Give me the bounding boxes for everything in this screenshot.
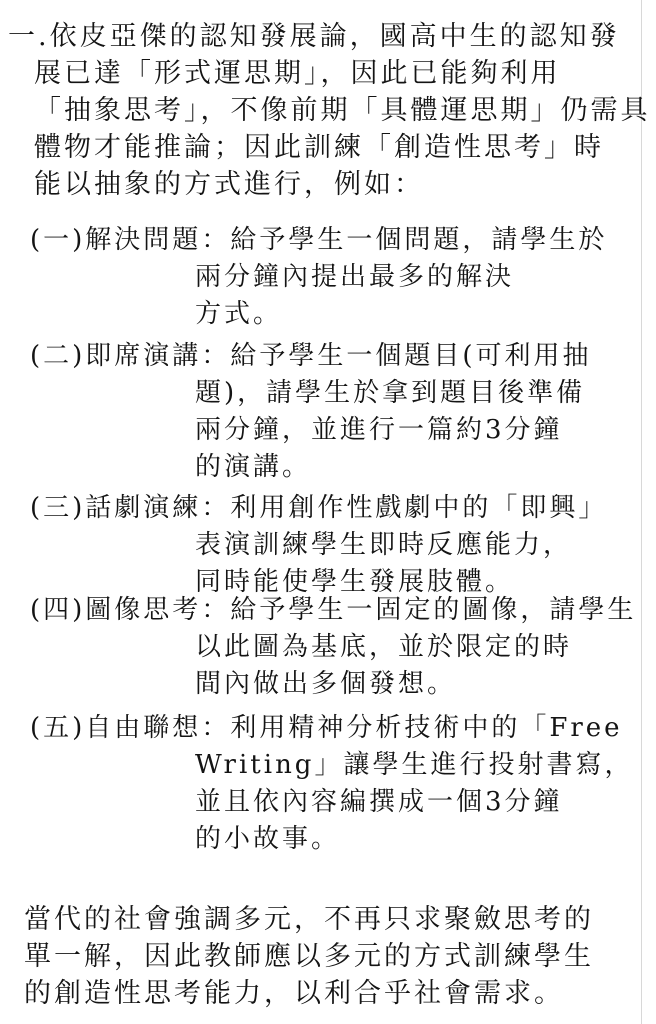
list-item-free-association (30, 710, 640, 858)
outro-line: 的創造性思考能力，以利合乎社會需求。 (24, 978, 564, 1009)
item-line: 方式。 (195, 299, 283, 329)
outro-line: 當代的社會強調多元，不再只求聚斂思考的 (24, 904, 594, 935)
intro-line: 能以抽象的方式進行，例如： (34, 169, 424, 200)
item-separator: ： (201, 713, 231, 743)
item-line: 利用創作性戲劇中的「即興」 (230, 493, 608, 523)
item-line: 的演講。 (195, 452, 312, 482)
item-line: 同時能使學生發展肢體。 (195, 567, 515, 597)
item-line: 以此圖為基底，並於限定的時 (195, 632, 573, 662)
item-line: 表演訓練學生即時反應能力， (195, 530, 573, 560)
item-title: 話劇演練 (85, 493, 202, 523)
item-line: Writing」讓學生進行投射書寫， (195, 750, 634, 780)
item-marker: (一) (30, 225, 86, 255)
item-marker: (四) (30, 595, 86, 625)
item-title: 自由聯想 (85, 713, 202, 743)
item-line: 給予學生一個問題，請學生於 (230, 225, 608, 255)
item-line: 給予學生一個題目(可利用抽 (230, 341, 592, 371)
intro-line: 體物才能推論；因此訓練「創造性思考」時 (34, 132, 604, 163)
item-title: 解決問題 (85, 225, 202, 255)
item-separator: ： (201, 595, 231, 625)
item-line: 利用精神分析技術中的「Free (230, 713, 623, 743)
list-item-image-thinking (30, 592, 640, 703)
list-item-impromptu-speech (30, 338, 640, 486)
intro-line: 展已達「形式運思期」，因此已能夠利用 (34, 58, 561, 89)
item-marker: (二) (30, 341, 86, 371)
intro-line: 「抽象思考」，不像前期「具體運思期」仍需具 (34, 95, 651, 126)
item-title: 圖像思考 (85, 595, 202, 625)
item-line: 題)，請學生於拿到題目後準備 (195, 378, 586, 408)
intro-paragraph (8, 18, 651, 203)
list-item-problem-solving (30, 222, 640, 333)
outro-line: 單一解，因此教師應以多元的方式訓練學生 (24, 941, 594, 972)
item-title: 即席演講 (85, 341, 202, 371)
closing-paragraph (24, 900, 594, 1011)
item-line: 間內做出多個發想。 (195, 669, 457, 699)
item-line: 並且依內容編撰成一個3分鐘 (195, 787, 563, 817)
item-line: 的小故事。 (195, 824, 341, 854)
item-line: 兩分鐘，並進行一篇約3分鐘 (195, 415, 563, 445)
item-separator: ： (201, 225, 231, 255)
list-item-drama-practice (30, 490, 640, 601)
item-marker: (三) (30, 493, 86, 523)
item-separator: ： (201, 341, 231, 371)
item-separator: ： (201, 493, 231, 523)
intro-line: 一.依皮亞傑的認知發展論，國高中生的認知發 (8, 21, 620, 52)
item-line: 給予學生一固定的圖像，請學生 (230, 595, 637, 625)
item-line: 兩分鐘內提出最多的解決 (195, 262, 515, 292)
item-marker: (五) (30, 713, 86, 743)
